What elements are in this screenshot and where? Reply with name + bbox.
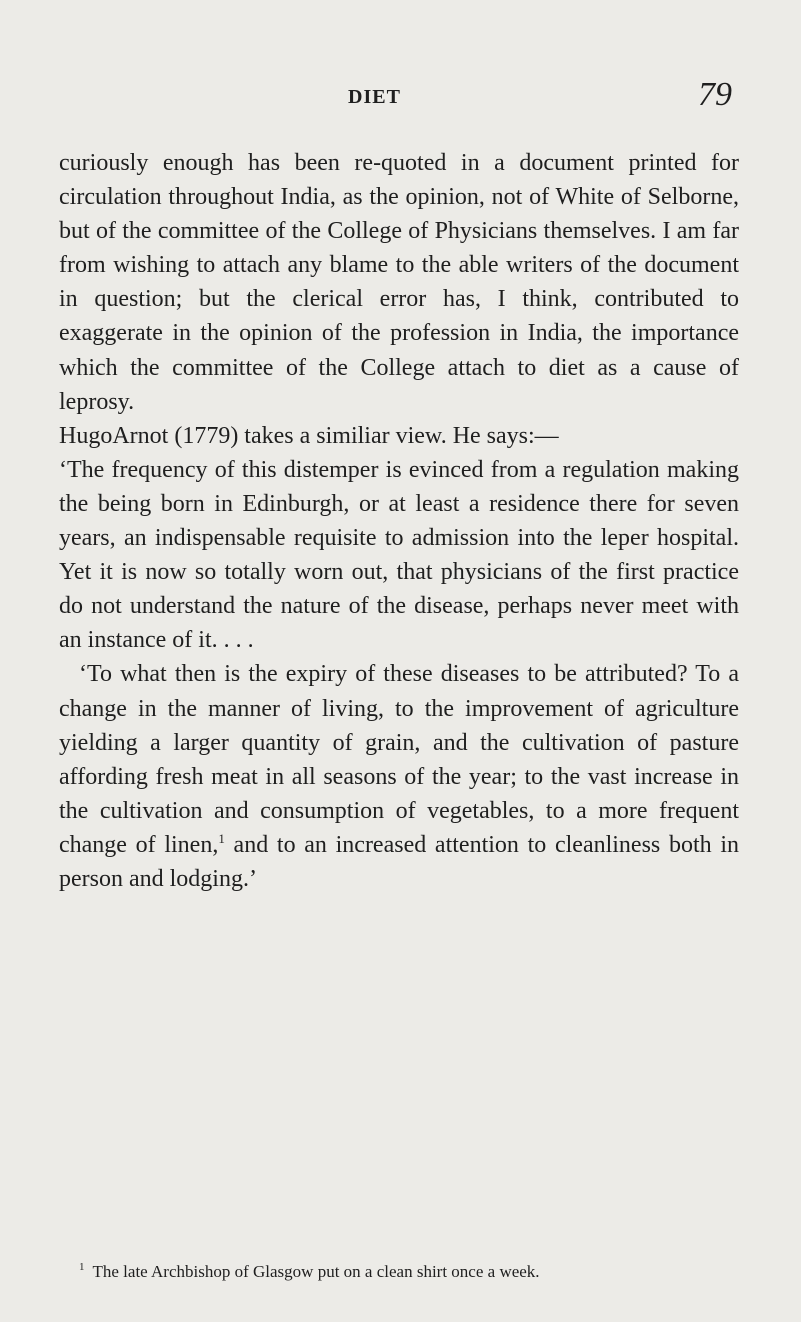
footnote-reference: 1 [218, 830, 225, 846]
paragraph-4 [59, 657, 739, 896]
body-text [59, 146, 739, 896]
footnote-mark: 1 [79, 1261, 85, 1274]
paragraph-2: HugoArnot (1779) takes a similiar view. He says:— [59, 422, 559, 449]
footnote [79, 1262, 759, 1282]
page-number: 79 [698, 76, 732, 113]
paragraph-3: ‘The frequency of this distemper is evinced from a regulation making the being born in Edinburgh, or at least a residence there for seven years, an indispensable requisite to admission into the leper hospital. Yet it is now so totally worn out, that physicians of the first practice do not understand the nature of the disease, perhaps never meet with an instance of it. . . . [59, 456, 739, 654]
paragraph-4-text: ‘To what then is the expiry of these diseases to be attributed? To a change in the manner of living, to the improvement of agriculture yielding a larger quantity of grain, and the cultivation of pasture affording fresh meat in all seasons of the year; to the vast increase in the cultivation and consumption of vegetables, to a more frequent change of linen, [59, 661, 739, 858]
running-head: DIET [348, 86, 401, 108]
paragraph-1: curiously enough has been re-quoted in a document printed for circulation throughout India, as the opinion, not of White of Selborne, but of the committee of the College of Physicians themselves. I am far from wishing to attach any blame to the able writers of the document in question; but the clerical error has, I think, contributed to exaggerate in the opinion of the profession in India, the importance which the committee of the College attach to diet as a cause of leprosy. [59, 150, 739, 415]
page-header [0, 76, 801, 126]
footnote-text: The late Archbishop of Glasgow put on a clean shirt once a week. [92, 1262, 540, 1281]
paragraph-4-continuation: and to an increased attention to cleanliness both in person and lodging.’ [59, 831, 740, 892]
